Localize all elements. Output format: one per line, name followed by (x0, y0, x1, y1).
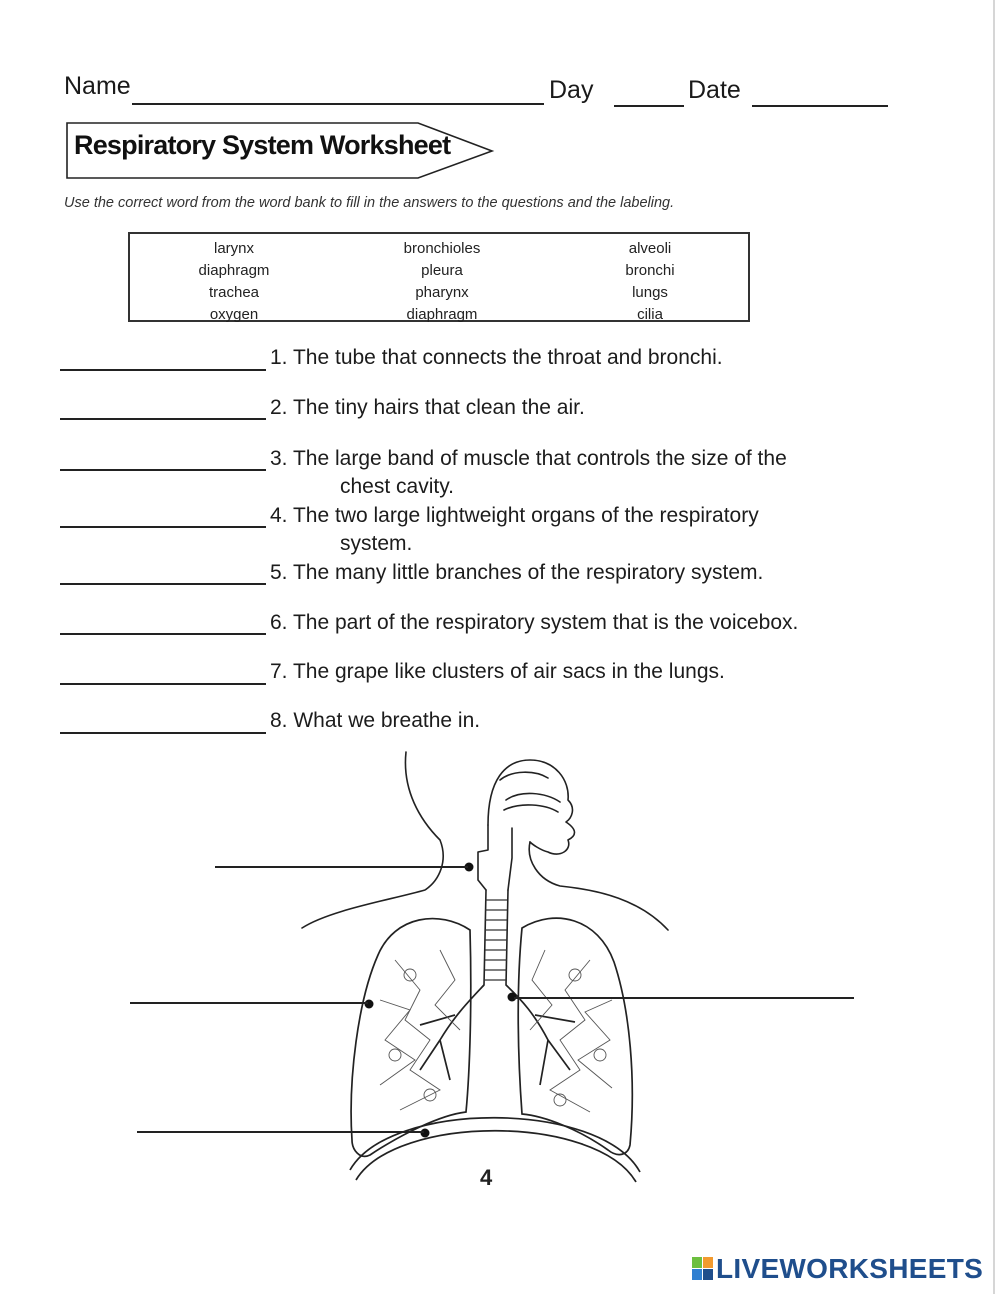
neck-left-outline (302, 752, 443, 928)
day-field[interactable] (614, 105, 684, 107)
diagram-label-field-2[interactable] (130, 1002, 368, 1004)
question-4: 4. The two large lightweight organs of the respiratory (270, 504, 759, 527)
instructions-text: Use the correct word from the word bank to fill in the answers to the questions and the labeling. (64, 195, 675, 211)
word-bank-column-2 (342, 238, 542, 326)
question-3-continued: chest cavity. (340, 475, 454, 498)
page-title: Respiratory System Worksheet (74, 130, 451, 160)
logo-square-blue (692, 1269, 702, 1280)
word-bank-item: diaphragm (406, 306, 478, 323)
page-number: 4 (480, 1165, 493, 1190)
title-banner (66, 120, 496, 180)
word-bank-item: oxygen (209, 306, 259, 323)
answer-field-4[interactable] (60, 526, 266, 528)
question-1: 1. The tube that connects the throat and bronchi. (270, 346, 723, 369)
liveworksheets-logo-icon (692, 1257, 714, 1281)
left-bronchi (420, 985, 484, 1080)
pharynx-outline (478, 825, 488, 890)
date-field[interactable] (752, 105, 888, 107)
diagram-label-field-3[interactable] (514, 997, 854, 999)
word-bank-item: larynx (213, 240, 254, 257)
logo-square-orange (703, 1257, 713, 1268)
right-lung (518, 918, 632, 1154)
answer-field-8[interactable] (60, 732, 266, 734)
name-label: Name (64, 72, 131, 100)
right-bronchi (506, 985, 575, 1085)
trachea-outline (506, 890, 508, 985)
question-2: 2. The tiny hairs that clean the air. (270, 396, 585, 419)
diaphragm (350, 1118, 640, 1172)
trachea-outline (484, 890, 486, 985)
answer-field-6[interactable] (60, 633, 266, 635)
question-3: 3. The large band of muscle that controls the size of the (270, 447, 787, 470)
date-label: Date (688, 76, 741, 104)
question-8: 8. What we breathe in. (270, 709, 481, 732)
word-bank (128, 232, 750, 322)
logo-square-navy (703, 1269, 713, 1280)
answer-field-2[interactable] (60, 418, 266, 420)
word-bank-item: lungs (632, 284, 668, 301)
neck-right-outline (529, 842, 668, 930)
question-5: 5. The many little branches of the respiratory system. (270, 561, 764, 584)
head-profile-outline (488, 760, 575, 854)
answer-field-7[interactable] (60, 683, 266, 685)
word-bank-item: bronchioles (403, 240, 481, 257)
diagram-label-field-1[interactable] (215, 866, 468, 868)
pharynx-outline (508, 828, 512, 890)
answer-field-5[interactable] (60, 583, 266, 585)
word-bank-item: pleura (421, 262, 463, 279)
question-6: 6. The part of the respiratory system that is the voicebox. (270, 611, 799, 634)
lung-pointer-dot (365, 1000, 374, 1009)
word-bank-column-3 (550, 238, 750, 326)
word-bank-item: pharynx (415, 284, 469, 301)
name-field[interactable] (132, 103, 544, 105)
word-bank-item: bronchi (625, 262, 675, 279)
liveworksheets-logo[interactable] (692, 1252, 992, 1286)
answer-field-3[interactable] (60, 469, 266, 471)
word-bank-column-1 (134, 238, 334, 326)
answer-field-1[interactable] (60, 369, 266, 371)
diagram-label-field-4[interactable] (137, 1131, 424, 1133)
nasal-cavity-line (504, 805, 558, 812)
question-4-continued: system. (340, 532, 413, 555)
question-7: 7. The grape like clusters of air sacs in the lungs. (270, 660, 725, 683)
day-label: Day (549, 76, 594, 104)
word-bank-item: diaphragm (198, 262, 270, 279)
word-bank-item: trachea (208, 284, 260, 301)
diaphragm-pointer-dot (421, 1129, 430, 1138)
word-bank-item: alveoli (628, 240, 672, 257)
nasal-cavity-line (506, 793, 560, 802)
liveworksheets-wordmark: LIVEWORKSHEETS (716, 1253, 984, 1284)
nasal-cavity-line (500, 772, 548, 780)
word-bank-item: cilia (637, 306, 663, 323)
logo-square-green (692, 1257, 702, 1268)
